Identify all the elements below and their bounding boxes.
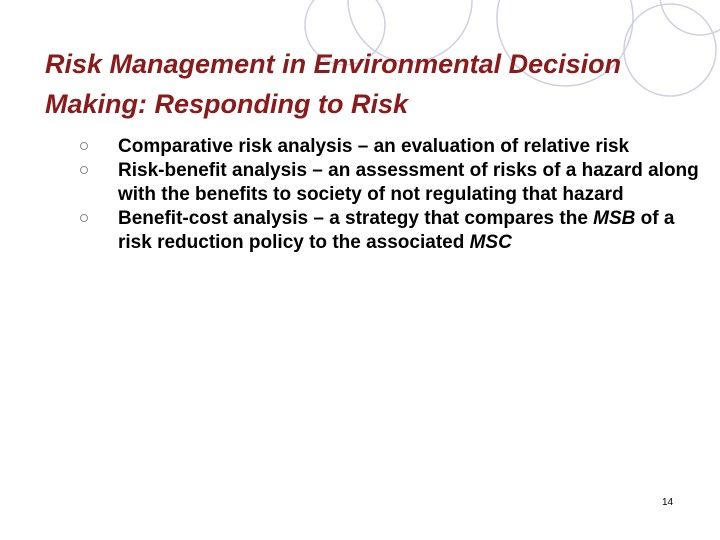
slide-title: Risk Management in Environmental Decision Making: Responding to Risk: [45, 49, 622, 119]
msb-term: MSB: [593, 208, 636, 229]
bullet-text-segment: of a risk reduction policy to the associated: [118, 208, 675, 253]
msc-term: MSC: [469, 232, 512, 253]
bullet-text: Risk-benefit analysis – an assessment of risks of a hazard along with the benefits to society of not regulating that hazard: [118, 160, 699, 205]
bullet-list: [80, 135, 700, 255]
bullet-item: [80, 207, 700, 255]
bullet-text: [118, 208, 674, 253]
page-number: 14: [662, 497, 674, 508]
bullet-circle-icon: [80, 166, 88, 174]
bullet-item: [80, 159, 700, 207]
bullet-item: [80, 135, 700, 159]
bullet-circle-icon: [80, 142, 88, 150]
bullet-text: Comparative risk analysis – an evaluation of relative risk: [118, 136, 630, 157]
bullet-text-segment: Benefit-cost analysis – a strategy that compares the: [118, 208, 594, 229]
bullet-circle-icon: [80, 214, 88, 222]
